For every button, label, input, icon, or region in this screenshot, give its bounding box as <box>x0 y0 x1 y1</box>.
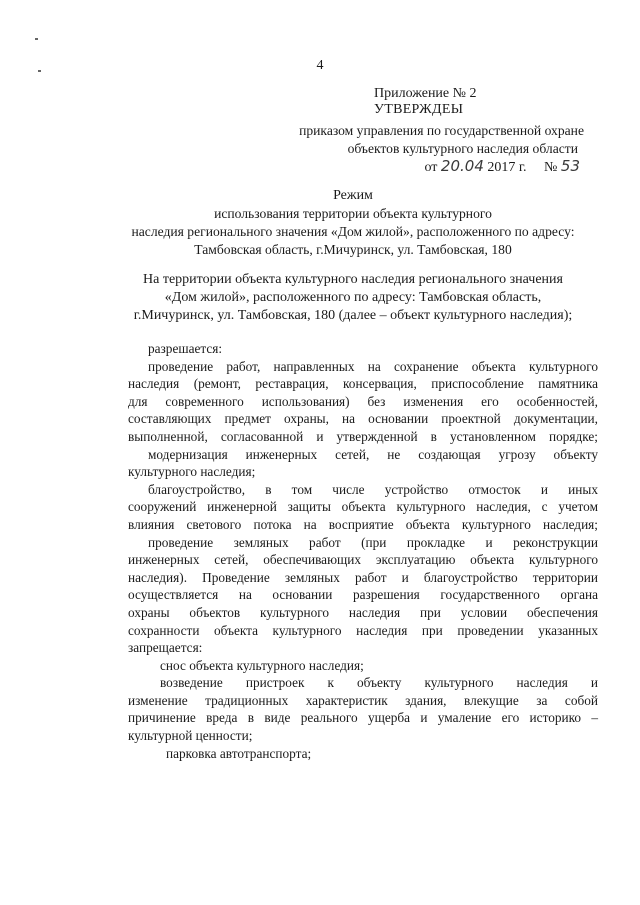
regime-title: Режим <box>333 188 373 203</box>
body-line: охраны объектов культурного наследия при условии обеспечения <box>128 604 598 620</box>
body-line: составляющих предмет охраны, на основании проектной документации, <box>128 411 598 427</box>
body-line: проведение работ, направленных на сохранение объекта культурного <box>148 358 598 374</box>
body-line: для современного использования) без изменения его особенностей, <box>128 393 598 409</box>
body-line: причинение вреда в виде реального ущерба и умаление его историко – <box>128 710 598 726</box>
order-line-2: объектов культурного наследия области <box>347 141 578 156</box>
body-line: возведение пристроек к объекту культурного наследия и <box>160 675 598 691</box>
body-line: сооружений инженерной защиты объекта культурного наследия, с учетом <box>128 499 598 515</box>
approved-label: УТВЕРЖДЕЫ <box>374 102 464 117</box>
body-line: снос объекта культурного наследия; <box>160 657 364 673</box>
body-line: благоустройство, в том числе устройство отмосток и иных <box>148 481 598 497</box>
appendix-label: Приложение № 2 <box>374 86 477 101</box>
body-line: культурной ценности; <box>128 728 253 744</box>
body-line: запрещается: <box>128 640 203 656</box>
body-line: разрешается: <box>148 341 223 356</box>
handwritten-number: 53 <box>560 157 580 175</box>
page-number: 4 <box>316 58 324 73</box>
intro-line: г.Мичуринск, ул. Тамбовская, 180 (далее – объект культурного наследия); <box>133 308 573 323</box>
intro-line: «Дом жилой», расположенного по адресу: Тамбовская область, <box>164 290 542 305</box>
body-line: сохранности объекта культурного наследия при проведении указанных <box>128 622 598 638</box>
body-line: модернизация инженерных сетей, не создающая угрозу объекту <box>148 446 598 462</box>
body-line: влияния светового потока на восприятие объекта культурного наследия; <box>128 516 598 532</box>
regime-line: Тамбовская область, г.Мичуринск, ул. Тамбовская, 180 <box>194 242 512 257</box>
regime-line: использования территории объекта культурного <box>214 206 492 221</box>
body-line: выполненной, согласованной и утвержденной в установленном порядке; <box>128 428 598 444</box>
body-line: культурного наследия; <box>128 464 256 480</box>
handwritten-date: 20.04 <box>440 157 484 175</box>
order-year: 2017 г. <box>487 160 527 175</box>
date-prefix: от <box>424 160 438 175</box>
body-line: наследия (ремонт, реставрация, консервация, приспособление памятника <box>128 376 598 392</box>
body-line: парковка автотранспорта; <box>166 745 312 761</box>
body-line: инженерных сетей, обеспечивающих эксплуатацию объекта культурного <box>128 552 598 568</box>
number-prefix: № <box>544 160 558 175</box>
order-date-line <box>424 157 580 176</box>
body-line: изменение традиционных характеристик здания, влекущие за собой <box>128 692 598 708</box>
regime-body <box>128 340 598 762</box>
scan-speck <box>35 38 38 40</box>
intro-line: На территории объекта культурного наследия регионального значения <box>143 272 563 287</box>
order-line-1: приказом управления по государственной охране <box>299 123 584 138</box>
body-line: проведение земляных работ (при прокладке и реконструкции <box>148 534 598 550</box>
body-line: наследия). Проведение земляных работ и благоустройство территории <box>128 569 598 585</box>
regime-line: наследия регионального значения «Дом жилой», расположенного по адресу: <box>131 224 575 239</box>
body-line: осуществляется на основании разрешения государственного органа <box>128 587 598 603</box>
